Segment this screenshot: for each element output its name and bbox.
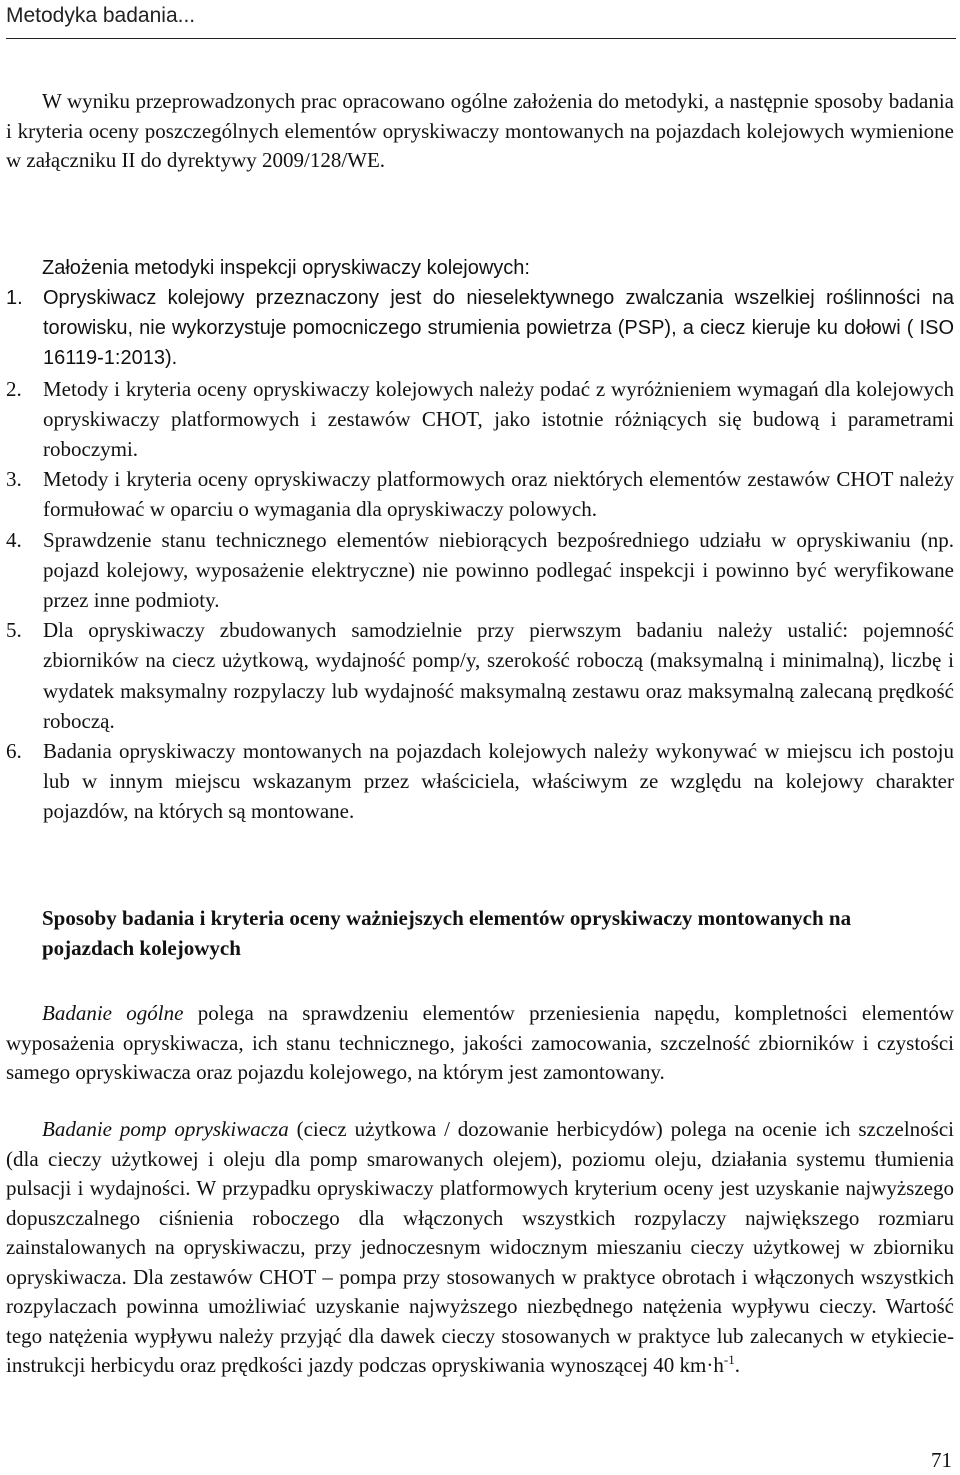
list-item-text: Badania opryskiwaczy montowanych na pojazdach kolejowych należy wykonywać w miejscu ich postoju lub w innym miejscu wskazanym przez właściciela, właściwym ze względu na kolejowy charakter pojazdów, na których są montowane. xyxy=(43,739,954,824)
page-number: 71 xyxy=(931,1448,952,1472)
pump-inspection-term: Badanie pomp opryskiwacza xyxy=(42,1117,289,1141)
running-header-title: Metodyka badania... xyxy=(6,4,196,27)
list-item-number: 2. xyxy=(6,376,22,401)
pump-inspection-text: (ciecz użytkowa / dozowanie herbicydów) polega na ocenie ich szczelności (dla cieczy użytkowej i oleju dla pomp smarowanych olejem), poziomu oleju, działania systemu tłumienia pulsacji i wydajności. W przypadku opryskiwaczy platformowych kryterium oceny jest uzyskanie najwyższego dopuszczalnego ciśnienia roboczego dla włączonych wszystkich rozpylaczy największego rozmiaru zainstalowanych na opryskiwaczu, przy jednoczesnym widocznym mieszaniu cieczy użytkowej w zbiorniku opryskiwacza. Dla zestawów CHOT – pompa przy stosowanych w praktyce obrotach i włączonych wszystkich rozpylaczach powinna umożliwiać uzyskanie najwyższego niezbędnego natężenia wypływu cieczy. Wartość tego natężenia wypływu należy przyjąć dla dawek cieczy stosowanych w praktyce lub zalecanych w etykiecie-instrukcji herbicydu oraz prędkości jazdy podczas opryskiwania wynoszącej 40 km·h xyxy=(6,1117,954,1377)
list-item-text: Sprawdzenie stanu technicznego elementów niebiorących bezpośredniego udziału w opryskiwaniu (np. pojazd kolejowy, wyposażenie elektryczne) nie powinno podlegać inspekcji i powinno być weryfikowane przez inne podmioty. xyxy=(43,527,954,613)
assumptions-list xyxy=(6,283,954,827)
list-item xyxy=(6,283,954,374)
list-item-text: Metody i kryteria oceny opryskiwaczy kolejowych należy podać z wyróżnieniem wymagań dla kolejowych opryskiwaczy platformowych i zestawów CHOT, jako istotnie różniących się budową i parametrami roboczymi. xyxy=(43,376,954,462)
assumptions-heading: Założenia metodyki inspekcji opryskiwaczy kolejowych: xyxy=(42,257,530,279)
list-item-text: Metody i kryteria oceny opryskiwaczy platformowych oraz niektórych elementów zestawów CHOT należy formułować w oparciu o wymagania dla opryskiwaczy polowych. xyxy=(43,467,954,522)
general-inspection-text: polega na sprawdzeniu elementów przeniesienia napędu, kompletności elementów wyposażenia opryskiwacza, ich stanu technicznego, jakości zamocowania, szczelność zbiorników i czystości samego opryskiwacza oraz pojazdu kolejowego, na którym jest zamontowany. xyxy=(6,1001,955,1084)
general-inspection-paragraph xyxy=(6,999,954,1088)
unit-exponent: -1 xyxy=(723,1352,735,1367)
list-item-text: Opryskiwacz kolejowy przeznaczony jest do nieselektywnego zwalczania wszelkiej roślinności na torowisku, nie wykorzystuje pomocniczego strumienia powietrza (PSP), a ciecz kieruje ku dołowi ( ISO 16119-1:2013). xyxy=(43,287,954,370)
running-header xyxy=(6,0,956,39)
list-item xyxy=(6,374,954,465)
list-item-number: 4. xyxy=(6,527,22,552)
section-heading: Sposoby badania i kryteria oceny ważniejszych elementów opryskiwaczy montowanych na pojazdach kolejowych xyxy=(42,906,852,960)
pump-inspection-paragraph xyxy=(6,1115,954,1381)
general-inspection-term: Badanie ogólne xyxy=(42,1001,184,1025)
intro-paragraph: W wyniku przeprowadzonych prac opracowano ogólne założenia do metodyki, a następnie sposoby badania i kryteria oceny poszczególnych elementów opryskiwaczy montowanych na pojazdach kolejowych wymienione w załączniku II do dyrektywy 2009/128/WE. xyxy=(6,89,954,172)
list-item xyxy=(6,736,954,827)
list-item-number: 6. xyxy=(6,739,22,764)
list-item xyxy=(6,525,954,616)
list-item-text: Dla opryskiwaczy zbudowanych samodzielnie przy pierwszym badaniu należy ustalić: pojemność zbiorników na ciecz użytkową, wydajność pomp/y, szerokość roboczą (maksymalną i minimalną), liczbę i wydatek maksymalny rozpylaczy lub wydajność maksymalną zestawu oraz maksymalną zalecaną prędkość roboczą. xyxy=(43,618,954,733)
list-item xyxy=(6,615,954,736)
list-item-number: 1. xyxy=(6,287,23,309)
pump-inspection-end: . xyxy=(734,1353,740,1377)
list-item-number: 5. xyxy=(6,618,22,643)
list-item xyxy=(6,464,954,524)
list-item-number: 3. xyxy=(6,467,22,492)
